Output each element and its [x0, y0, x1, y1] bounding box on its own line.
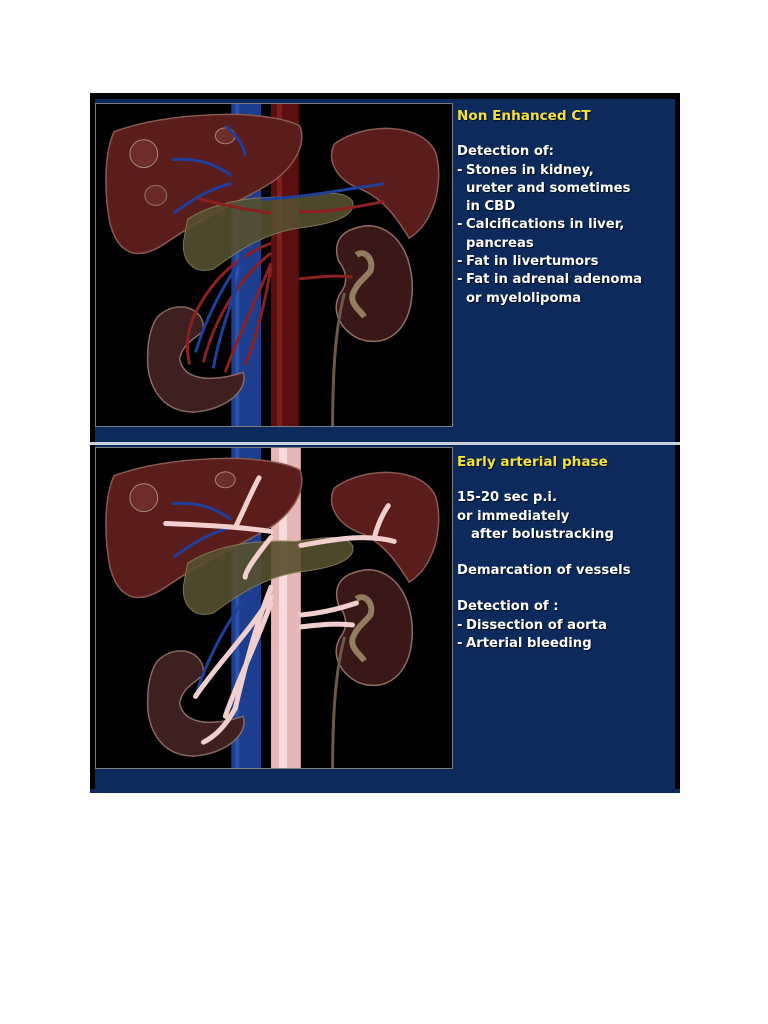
- text-line: or immediately: [457, 508, 570, 524]
- bullet-item: [457, 216, 673, 234]
- bullet-item: [457, 617, 673, 635]
- panel-early-arterial: [95, 445, 675, 791]
- bullet-marker: -: [457, 272, 463, 288]
- continuation-line: pancreas: [466, 235, 534, 251]
- bullet-marker: -: [457, 254, 463, 270]
- anatomy-illustration-non-enhanced: [95, 103, 453, 427]
- spacer: [457, 580, 673, 598]
- text-line: 15-20 sec p.i.: [457, 490, 557, 506]
- text-line: Detection of :: [457, 599, 559, 615]
- text-line: Detection of:: [457, 144, 554, 160]
- bullet-item: [457, 162, 673, 180]
- anatomy-illustration-arterial: [95, 447, 453, 769]
- bullet-marker: -: [457, 636, 463, 652]
- bullet-text: Stones in kidney,: [466, 162, 594, 178]
- bullet-text: Dissection of aorta: [466, 617, 607, 633]
- panel-text-arterial: [457, 453, 673, 653]
- continuation-line: in CBD: [466, 199, 516, 215]
- panel-lines: [457, 489, 673, 653]
- bullet-marker: -: [457, 162, 463, 178]
- bottom-rule: [90, 789, 680, 793]
- text-line: Demarcation of vessels: [457, 563, 631, 579]
- bullet-text: Fat in livertumors: [466, 254, 599, 270]
- abdomen-diagram-arterial: [96, 448, 452, 768]
- bullet-marker: -: [457, 217, 463, 233]
- continuation-line: ureter and sometimes: [466, 180, 631, 196]
- panel-text-non-enhanced: [457, 107, 673, 308]
- bullet-item: [457, 253, 673, 271]
- continuation-line: after bolustracking: [471, 526, 614, 542]
- abdomen-diagram: [96, 104, 452, 426]
- panel-non-enhanced-ct: [95, 99, 675, 442]
- bullet-item: [457, 635, 673, 653]
- bullet-text: Fat in adrenal adenoma: [466, 272, 643, 288]
- slide: [90, 93, 680, 793]
- bullet-text: Arterial bleeding: [466, 636, 592, 652]
- bullet-marker: -: [457, 617, 463, 633]
- continuation-line: or myelolipoma: [466, 290, 582, 306]
- bullet-text: Calcifications in liver,: [466, 217, 625, 233]
- spacer: [457, 544, 673, 562]
- bullet-item: [457, 271, 673, 289]
- panel-title: Early arterial phase: [457, 454, 608, 470]
- panel-lines: [457, 143, 673, 308]
- panel-title: Non Enhanced CT: [457, 108, 591, 124]
